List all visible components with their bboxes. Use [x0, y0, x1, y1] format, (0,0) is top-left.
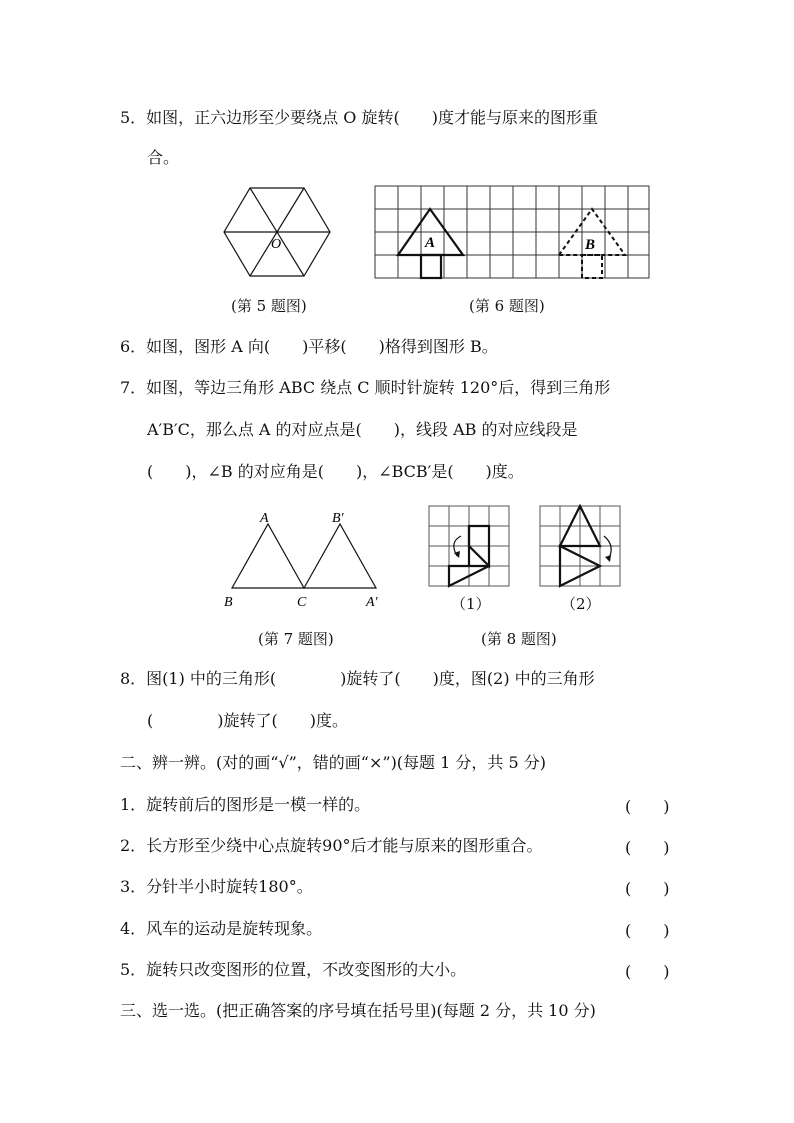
fig8-sub2-label: （2）	[561, 595, 601, 613]
label-b-prime: B′	[332, 511, 344, 526]
q7-text-line2: A′B′C，那么点 A 的对应点是( )，线段 AB 的对应线段是	[147, 420, 578, 439]
q6-text: 6．如图，图形 A 向( )平移( )格得到图形 B。	[120, 337, 498, 356]
shape-b-label: B	[585, 237, 596, 253]
hexagon-figure	[220, 186, 340, 278]
q7-text-line1: 7．如图，等边三角形 ABC 绕点 C 顺时针旋转 120°后，得到三角形	[120, 378, 611, 397]
triangle-abc	[232, 524, 304, 588]
section2-item-3: 3．分针半小时旋转180°。	[120, 877, 313, 896]
answer-blank-2[interactable]: ( )	[625, 838, 670, 857]
fig6-caption: (第 6 题图)	[469, 297, 545, 315]
answer-blank-4[interactable]: ( )	[625, 921, 670, 940]
shape-a-label: A	[425, 235, 436, 251]
fig7-caption: (第 7 题图)	[258, 630, 334, 648]
fig8-grid-2	[538, 504, 624, 590]
section3-heading: 三、选一选。(把正确答案的序号填在括号里)(每题 2 分，共 10 分)	[120, 1001, 596, 1020]
section2-heading: 二、辨一辨。(对的画“√”，错的画“×”)(每题 1 分，共 5 分)	[120, 753, 546, 772]
label-a-prime: A′	[366, 595, 378, 610]
translation-grid-figure	[372, 183, 652, 281]
triangle-a-prime-b-prime-c	[304, 524, 376, 588]
label-b: B	[224, 595, 233, 610]
fig8-caption: (第 8 题图)	[481, 630, 557, 648]
section2-item-1: 1．旋转前后的图形是一模一样的。	[120, 795, 371, 814]
fig8-grid-1	[427, 504, 513, 590]
q5-text-line2: 合。	[147, 148, 180, 167]
section2-item-2: 2．长方形至少绕中心点旋转90°后才能与原来的图形重合。	[120, 836, 543, 855]
label-c: C	[297, 595, 307, 610]
answer-blank-3[interactable]: ( )	[625, 879, 670, 898]
fig5-caption: (第 5 题图)	[231, 297, 307, 315]
section2-item-4: 4．风车的运动是旋转现象。	[120, 919, 323, 938]
q7-text-line3: ( )，∠B 的对应角是( )，∠BCB′是( )度。	[147, 462, 524, 481]
point-o-label: O	[271, 237, 282, 252]
q8-text-line1: 8．图(1) 中的三角形( )旋转了( )度，图(2) 中的三角形	[120, 669, 595, 688]
q8-text-line2: ( )旋转了( )度。	[147, 711, 348, 730]
q5-text-line1: 5．如图，正六边形至少要绕点 O 旋转( )度才能与原来的图形重	[120, 108, 598, 127]
answer-blank-1[interactable]: ( )	[625, 797, 670, 816]
answer-blank-5[interactable]: ( )	[625, 962, 670, 981]
label-a: A	[260, 511, 269, 526]
section2-item-5: 5．旋转只改变图形的位置，不改变图形的大小。	[120, 960, 467, 979]
rotated-triangles-figure	[218, 506, 393, 612]
fig8-sub1-label: （1）	[451, 595, 491, 613]
